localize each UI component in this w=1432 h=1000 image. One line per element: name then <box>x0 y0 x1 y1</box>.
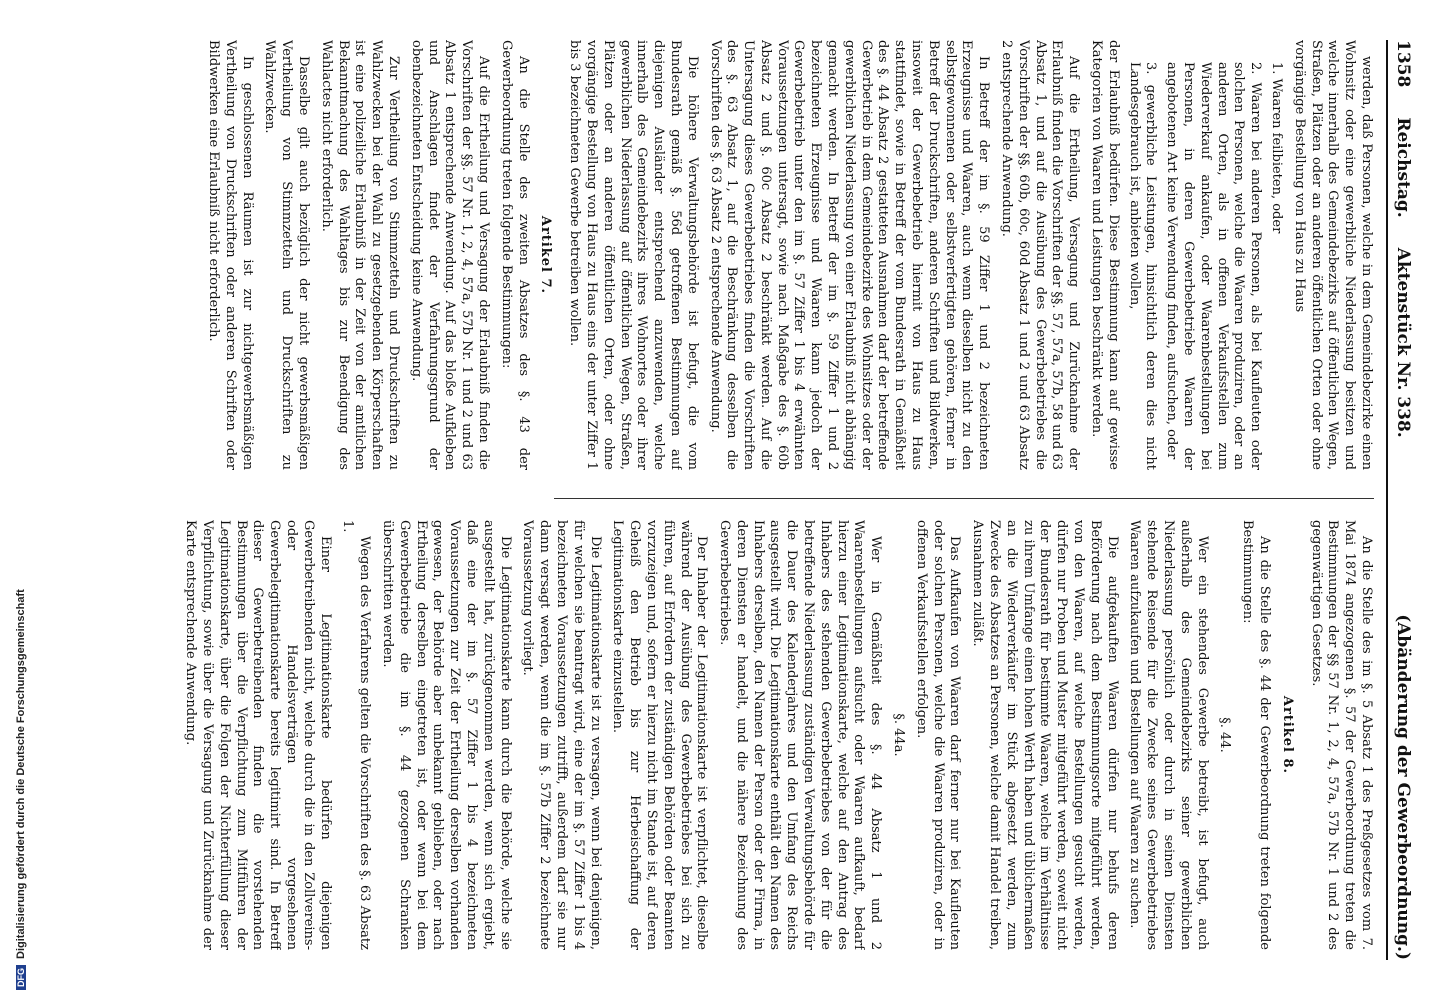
page-header <box>1386 40 1418 960</box>
section-heading: §. 44a. <box>891 713 907 757</box>
paragraph: werden, daß Personen, welche in dem Gemeindebezirke einen Wohnsitz oder eine gewerbliche Niederlassung besitzen und welche innerhalb des Gemeindebezirks auf öffentlichen Wegen, Straßen, Plätzen oder an anderen öffentlichen Orten oder ohne vorgängige Bestellung von Haus zu Haus <box>1291 40 1374 470</box>
left-column <box>54 40 1374 470</box>
right-column <box>54 520 1374 950</box>
header-title: Reichstag. <box>1393 117 1413 218</box>
list-item: 3. gewerbliche Leistungen, hinsichtlich deren dies nicht Landesgebrauch ist, anbieten wollen, <box>1126 62 1159 470</box>
paragraph: Zur Vertheilung von Stimmzetteln und Druckschriften zu Wahlzwecken bei der Wahl zu gesetzgebenden Körperschaften ist eine polizeiliche Erlaubniß in der Zeit von der amtlichen Bekanntmachung des Wahltages bis zur Beendigung des Wahlactes nicht erforderlich. <box>318 40 401 470</box>
paragraph: der Erlaubniß bedürfen. Diese Bestimmung kann auf gewisse Kategorien von Waaren und Leistungen beschränkt werden. <box>1089 40 1121 470</box>
paragraph: Auf die Ertheilung und Versagung der Erlaubniß finden die Vorschriften der §§. 57 Nr. 1, 2, 4, 57a, 57b Nr. 1 und 2 und 63 Absatz 1 entsprechende Anwendung. Auf das bloße Aufkleben und Anschlagen findet der Verfahrungsgrund der obenbezeichneten Entscheidung keine Anwendung. <box>408 40 491 470</box>
article-intro: An die Stelle des §. 44 der Gewerbeordnung treten folgende Bestimmungen: <box>1240 520 1273 950</box>
section-heading: §. 44. <box>1217 717 1233 753</box>
paragraph: An die Stelle des im §. 5 Absatz 1 des Preßgesetzes vom 7. Mai 1874 angezogenen §. 57 der Gewerbeordnung treten die Bestimmungen der §§ 57 Nr. 1, 2, 4, 57a, 57b Nr. 1 und 2 des gegenwärtigen Gesetzes. <box>1308 520 1374 950</box>
dfg-logo: DFG <box>16 965 26 990</box>
page-number: 1358 <box>1393 40 1413 88</box>
paragraph: Wegen des Verfahrens gelten die Vorschriften des §. 63 Absatz 1. <box>340 520 373 950</box>
digitization-footer <box>0 0 30 1000</box>
list-item: 2. Waaren bei anderen Personen, als bei Kaufleuten oder solchen Personen, welche die Waaren produziren, oder an anderen Orten, als in offenen Verkaufsstellen zum Wiederverkauf ankaufen, oder Waarenbestellungen bei Personen, in deren Gewerbebetriebe Waaren der angebotenen Art keine Verwendung finden, aufsuchen, oder <box>1164 62 1264 470</box>
funding-note: Digitalisierung gefördert durch die Deutsche Forschungsgemeinschaft <box>15 589 27 959</box>
footer-text <box>15 589 27 990</box>
paragraph: Wer in Gemäßheit des §. 44 Absatz 1 und 2 Waarenbestellungen aufsucht oder Waaren aufkauft, bedarf hierzu einer Legitimationskarte, welche auf den Antrag des Inhabers des stehenden Gewerbebetriebes von der für die betreffende Niederlassung zuständigen Verwaltungsbehörde für die Dauer des Kalenderjahres und den Umfang des Reichs ausgestellt wird. Die Legitimationskarte enthält den Namen des Inhabers derselben, den Namen der Person oder der Firma, in deren Diensten er handelt, und die nähere Bezeichnung des Gewerbebetriebes. <box>717 520 884 950</box>
article-heading: Artikel 7. <box>538 215 554 295</box>
paragraph: Das Aufkaufen von Waaren darf ferner nur bei Kaufleuten oder solchen Personen, welche die Waaren produziren, oder in offenen Verkaufsstellen erfolgen. <box>913 520 963 950</box>
article-intro: An die Stelle des zweiten Absatzes des §. 43 der Gewerbeordnung treten folgende Bestimmungen: <box>498 40 531 470</box>
paragraph: In Betreff der im §. 59 Ziffer 1 und 2 bezeichneten Erzeugnisse und Waaren, auch wenn dieselben nicht zu den selbstgewonnenen oder selbstverfertigten gehören, ferner in Betreff der Druckschriften, anderen Schriften und Bildwerken, insoweit der Gewerbebetrieb hiermit von Haus zu Haus stattfindet, sowie in Betreff der vom Bundesrath in Gemäßheit des §. 44 Absatz 2 gestatteten Ausnahmen darf der betreffende Gewerbetrieb in dem Gemeindebezirke des Wohnsitzes oder der gewerblichen Niederlassung von einer Erlaubniß nicht abhängig gemacht werden. In Betreff der im §. 59 Ziffer 1 und 2 bezeichneten Erzeugnisse und Waaren kann jedoch der Gewerbebetrieb unter den im §. 57 Ziffer 1 bis 4 erwähnten Voraussetzungen untersagt, sowie nach Maßgabe des §. 60b Absatz 2 und §. 60c Absatz 2 beschränkt werden. Auf die Untersagung dieses Gewerbebetriebes finden die Vorschriften des §. 63 Absatz 1, auf die Beschränkung desselben die Vorschriften des §. 63 Absatz 2 entsprechende Anwendung. <box>707 40 992 470</box>
paragraph: Die aufgekauften Waaren dürfen nur behufs deren Beförderung nach dem Bestimmungsorte mitgeführt werden, von den Waaren, auf welche Bestellungen gesucht werden, dürfen nur Proben und Muster mitgeführt werden, soweit nicht der Bundesrath für bestimmte Waaren, welche im Verhältnisse zu ihrem Umfange einen hohen Werth haben und üblichermaßen an die Wiederverkäufer im Stück abgesetzt werden, zum Zwecke des Absatzes an Personen, welche damit Handel treiben, Ausnahmen zuläßt. <box>970 520 1120 950</box>
paragraph: In geschlossenen Räumen ist zur nichtgewerbsmäßigen Vertheilung von Druckschriften oder anderen Schriften oder Bildwerken eine Erlaubniß nicht erforderlich. <box>206 40 255 470</box>
file-number: Aktenstück Nr. 338. <box>1393 247 1413 438</box>
paragraph: Auf die Ertheilung, Versagung und Zurücknahme der Erlaubniß finden die Vorschriften der §§. 57, 57a, 57b, 58 und 63 Absatz 1, und auf die Ausübung des Gewerbebetriebes die Vorschriften der §§. 60b, 60c, 60d Absatz 1 und 2 und 63 Absatz 2 entsprechende Anwendung. <box>999 40 1082 470</box>
article-heading: Artikel 8. <box>1279 695 1295 775</box>
header-subtitle: (Abänderung der Gewerbeordnung.) <box>1393 614 1413 960</box>
paragraph: Dasselbe gilt auch bezüglich der nicht gewerbsmäßigen Vertheilung von Stimmzetteln und Druckschriften zu Wahlzwecken. <box>262 40 311 470</box>
paragraph: Der Inhaber der Legitimationskarte ist verpflichtet, dieselbe während der Ausübung des Gewerbebetriebes bei sich zu führen, auf Erfordern der zuständigen Behörden oder Beamten vorzuzeigen und, sofern er hierzu nicht im Stande ist, auf deren Geheiß den Betrieb bis zur Herbeischaffung der Legitimationskarte einzustellen. <box>610 520 710 950</box>
list-item: 1. Waaren feilbieten, oder <box>1269 62 1285 234</box>
page-viewport <box>30 0 1430 1000</box>
paragraph: Einer Legitimationskarte bedürfen diejenigen Gewerbetreibenden nicht, welche durch die in den Zollvereins- oder Handelsverträgen vorgesehenen Gewerbelegitimationskarte bereits legitimirt sind. In Betreff dieser Gewerbetreibenden finden die vorstehenden Bestimmungen über die Verpflichtung zum Mitführen der Legitimationskarte, über die Folgen der Nichterfüllung dieser Verpflichtung, sowie über die Versagung und Zurücknahme der Karte entsprechende Anwendung. <box>183 520 333 950</box>
paragraph: Die Legitimationskarte kann durch die Behörde, welche sie ausgestellt hat, zurückgenommen werden, wenn sich ergiebt, daß eine der im §. 57 Ziffer 1 bis 4 bezeichneten Voraussetzungen zur Zeit der Ertheilung derselben vorhanden gewesen, der Behörde aber unbekannt geblieben, oder nach Ertheilung derselben eingetreten ist, oder wenn bei dem Gewerbebetriebe die im §. 44 gezogenen Schranken überschritten werden. <box>379 520 513 950</box>
paragraph: Die Legitimationskarte ist zu versagen, wenn bei denjenigen, für welchen sie beantragt wird, eine der im §. 57 Ziffer 1 bis 4 bezeichneten Voraussetzungen zutrifft, außerdem darf sie nur dann versagt werden, wenn die im §. 57b Ziffer 2 bezeichnete Voraussetzung vorliegt. <box>520 520 603 950</box>
document-page <box>30 0 1430 1000</box>
column-divider <box>554 498 1374 499</box>
paragraph: Die höhere Verwaltungsbehörde ist befugt, die vom Bundesrath gemäß §. 56d getroffenen Bestimmungen auf diejenigen Ausländer entsprechend anzuwenden, welche innerhalb des Gemeindebezirks ihres Wohnortes oder ihrer gewerblichen Niederlassung auf öffentlichen Wegen, Straßen, Plätzen oder an anderen öffentlichen Orten, oder ohne vorgängige Bestellung von Haus zu Haus eins der unter Ziffer 1 bis 3 bezeichneten Gewerbe betreiben wollen. <box>567 40 700 470</box>
paragraph: Wer ein stehendes Gewerbe betreibt, ist befugt, auch außerhalb des Gemeindebezirks seiner gewerblichen Niederlassung persönlich oder durch in seinen Diensten stehende Reisende für die Zwecke seines Gewerbebetriebes Waaren aufzukaufen und Bestellungen auf Waaren zu suchen. <box>1127 520 1210 950</box>
